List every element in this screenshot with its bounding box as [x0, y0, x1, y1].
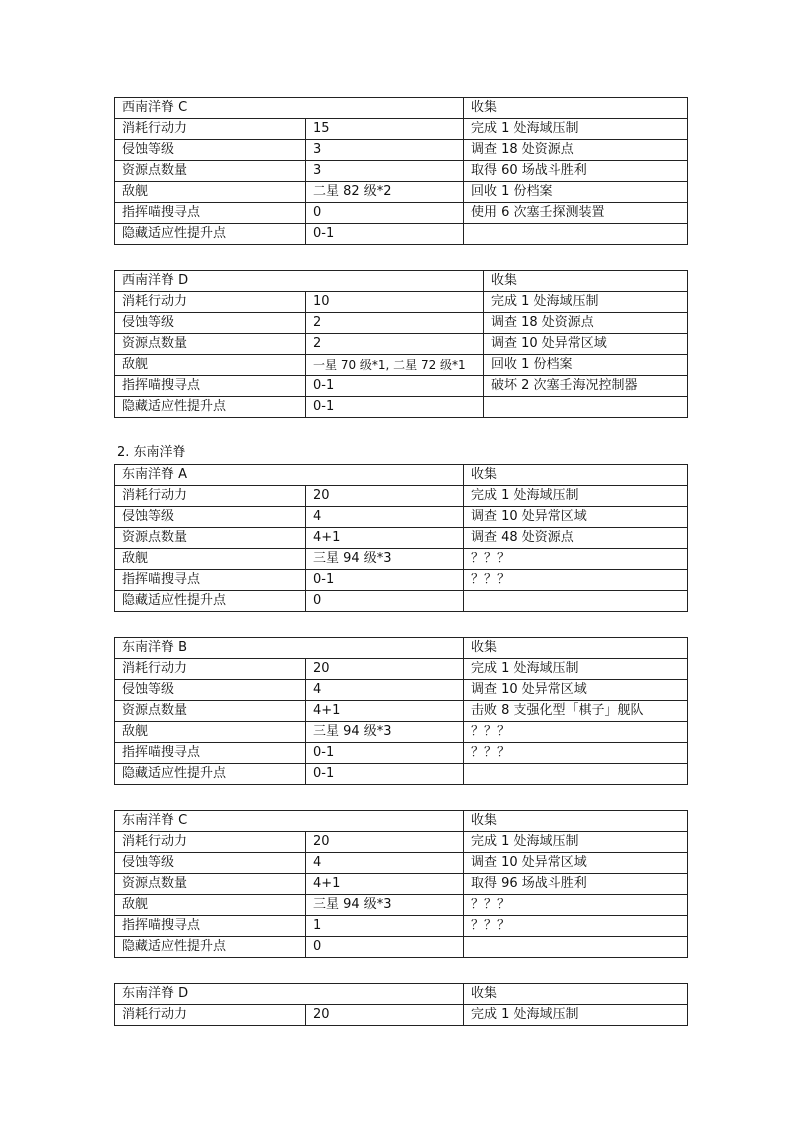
- sea-area-table: [114, 637, 688, 785]
- row-value: 0: [306, 937, 464, 958]
- row-label: 隐藏适应性提升点: [115, 224, 306, 245]
- collect-header: 收集: [464, 984, 688, 1005]
- row-label: 隐藏适应性提升点: [115, 937, 306, 958]
- table-row: [115, 874, 688, 895]
- row-collect: [464, 591, 688, 612]
- table-row: [115, 570, 688, 591]
- row-label: 消耗行动力: [115, 119, 306, 140]
- table-row: [115, 659, 688, 680]
- table-row: [115, 832, 688, 853]
- row-label: 敌舰: [115, 182, 306, 203]
- row-value: 一星 70 级*1, 二星 72 级*1: [306, 355, 484, 376]
- sea-area-table: [114, 97, 688, 245]
- row-value: 4+1: [306, 874, 464, 895]
- table-row: [115, 916, 688, 937]
- table-header-row: [115, 271, 688, 292]
- table-row: [115, 701, 688, 722]
- table-row: [115, 764, 688, 785]
- row-label: 消耗行动力: [115, 659, 306, 680]
- row-value: 4: [306, 853, 464, 874]
- sea-area-table: [114, 464, 688, 612]
- row-label: 隐藏适应性提升点: [115, 397, 306, 418]
- table-row: [115, 203, 688, 224]
- row-collect: 破坏 2 次塞壬海况控制器: [484, 376, 688, 397]
- area-title: 西南洋脊 D: [115, 271, 484, 292]
- table-row: [115, 937, 688, 958]
- row-value: 20: [306, 1005, 464, 1026]
- table-row: [115, 355, 688, 376]
- table-row: [115, 591, 688, 612]
- row-collect: ？？？: [464, 549, 688, 570]
- table-row: [115, 334, 688, 355]
- row-label: 敌舰: [115, 722, 306, 743]
- row-collect: 完成 1 处海域压制: [464, 1005, 688, 1026]
- row-label: 消耗行动力: [115, 832, 306, 853]
- section-heading: 2. 东南洋脊: [117, 445, 186, 460]
- row-label: 资源点数量: [115, 528, 306, 549]
- table-header-row: [115, 638, 688, 659]
- row-value: 2: [306, 334, 484, 355]
- table-row: [115, 1005, 688, 1026]
- row-value: 0-1: [306, 570, 464, 591]
- row-label: 敌舰: [115, 895, 306, 916]
- row-value: 0-1: [306, 397, 484, 418]
- area-title: 东南洋脊 A: [115, 465, 464, 486]
- table-row: [115, 182, 688, 203]
- row-collect: 完成 1 处海域压制: [464, 832, 688, 853]
- row-value: 0-1: [306, 224, 464, 245]
- row-value: 4: [306, 680, 464, 701]
- row-collect: 击败 8 支强化型「棋子」舰队: [464, 701, 688, 722]
- row-label: 侵蚀等级: [115, 313, 306, 334]
- row-value: 2: [306, 313, 484, 334]
- area-title: 西南洋脊 C: [115, 98, 464, 119]
- table-row: [115, 119, 688, 140]
- row-label: 资源点数量: [115, 701, 306, 722]
- row-value: 三星 94 级*3: [306, 549, 464, 570]
- row-value: 0: [306, 203, 464, 224]
- sea-area-table: [114, 270, 688, 418]
- row-collect: 调查 10 处异常区域: [464, 853, 688, 874]
- table-row: [115, 224, 688, 245]
- row-value: 20: [306, 486, 464, 507]
- row-collect: 调查 10 处异常区域: [484, 334, 688, 355]
- row-collect: 调查 10 处异常区域: [464, 507, 688, 528]
- area-title: 东南洋脊 B: [115, 638, 464, 659]
- row-value: 0: [306, 591, 464, 612]
- row-label: 资源点数量: [115, 874, 306, 895]
- table-row: [115, 397, 688, 418]
- row-label: 侵蚀等级: [115, 140, 306, 161]
- row-label: 隐藏适应性提升点: [115, 764, 306, 785]
- table-header-row: [115, 98, 688, 119]
- row-collect: ？？？: [464, 722, 688, 743]
- row-collect: 完成 1 处海域压制: [484, 292, 688, 313]
- row-collect: 调查 18 处资源点: [464, 140, 688, 161]
- table-row: [115, 722, 688, 743]
- table-header-row: [115, 984, 688, 1005]
- row-collect: [484, 397, 688, 418]
- collect-header: 收集: [484, 271, 688, 292]
- row-label: 消耗行动力: [115, 292, 306, 313]
- row-value: 三星 94 级*3: [306, 895, 464, 916]
- row-value: 20: [306, 832, 464, 853]
- row-collect: 取得 60 场战斗胜利: [464, 161, 688, 182]
- row-value: 4+1: [306, 701, 464, 722]
- row-collect: 完成 1 处海域压制: [464, 659, 688, 680]
- row-collect: [464, 224, 688, 245]
- row-value: 3: [306, 161, 464, 182]
- row-label: 侵蚀等级: [115, 853, 306, 874]
- row-value: 1: [306, 916, 464, 937]
- row-label: 隐藏适应性提升点: [115, 591, 306, 612]
- table-row: [115, 853, 688, 874]
- row-value: 4+1: [306, 528, 464, 549]
- sea-area-table: [114, 810, 688, 958]
- table-row: [115, 486, 688, 507]
- table-row: [115, 680, 688, 701]
- row-collect: 调查 48 处资源点: [464, 528, 688, 549]
- table-row: [115, 743, 688, 764]
- table-row: [115, 292, 688, 313]
- row-label: 指挥喵搜寻点: [115, 203, 306, 224]
- row-label: 敌舰: [115, 549, 306, 570]
- row-value: 0-1: [306, 376, 484, 397]
- table-row: [115, 549, 688, 570]
- row-collect: ？？？: [464, 916, 688, 937]
- row-collect: 使用 6 次塞壬探测装置: [464, 203, 688, 224]
- row-collect: 回收 1 份档案: [484, 355, 688, 376]
- row-value: 0-1: [306, 764, 464, 785]
- row-collect: ？？？: [464, 895, 688, 916]
- row-collect: [464, 937, 688, 958]
- row-label: 侵蚀等级: [115, 507, 306, 528]
- row-value: 0-1: [306, 743, 464, 764]
- row-collect: 取得 96 场战斗胜利: [464, 874, 688, 895]
- row-label: 消耗行动力: [115, 486, 306, 507]
- row-label: 指挥喵搜寻点: [115, 570, 306, 591]
- row-value: 4: [306, 507, 464, 528]
- table-header-row: [115, 465, 688, 486]
- collect-header: 收集: [464, 465, 688, 486]
- table-row: [115, 507, 688, 528]
- row-value: 20: [306, 659, 464, 680]
- row-collect: 调查 10 处异常区域: [464, 680, 688, 701]
- row-label: 资源点数量: [115, 161, 306, 182]
- collect-header: 收集: [464, 811, 688, 832]
- table-header-row: [115, 811, 688, 832]
- row-value: 二星 82 级*2: [306, 182, 464, 203]
- row-collect: 回收 1 份档案: [464, 182, 688, 203]
- row-value: 3: [306, 140, 464, 161]
- row-collect: 调查 18 处资源点: [484, 313, 688, 334]
- row-value: 10: [306, 292, 484, 313]
- row-label: 侵蚀等级: [115, 680, 306, 701]
- row-label: 指挥喵搜寻点: [115, 916, 306, 937]
- sea-area-table: [114, 983, 688, 1026]
- collect-header: 收集: [464, 638, 688, 659]
- table-row: [115, 313, 688, 334]
- table-row: [115, 895, 688, 916]
- row-collect: 完成 1 处海域压制: [464, 119, 688, 140]
- table-row: [115, 528, 688, 549]
- area-title: 东南洋脊 C: [115, 811, 464, 832]
- row-label: 消耗行动力: [115, 1005, 306, 1026]
- row-label: 指挥喵搜寻点: [115, 743, 306, 764]
- table-row: [115, 161, 688, 182]
- row-label: 敌舰: [115, 355, 306, 376]
- row-collect: ？？？: [464, 743, 688, 764]
- row-collect: 完成 1 处海域压制: [464, 486, 688, 507]
- table-row: [115, 140, 688, 161]
- row-value: 15: [306, 119, 464, 140]
- collect-header: 收集: [464, 98, 688, 119]
- row-value: 三星 94 级*3: [306, 722, 464, 743]
- row-collect: [464, 764, 688, 785]
- row-collect: ？？？: [464, 570, 688, 591]
- row-label: 指挥喵搜寻点: [115, 376, 306, 397]
- table-row: [115, 376, 688, 397]
- row-label: 资源点数量: [115, 334, 306, 355]
- area-title: 东南洋脊 D: [115, 984, 464, 1005]
